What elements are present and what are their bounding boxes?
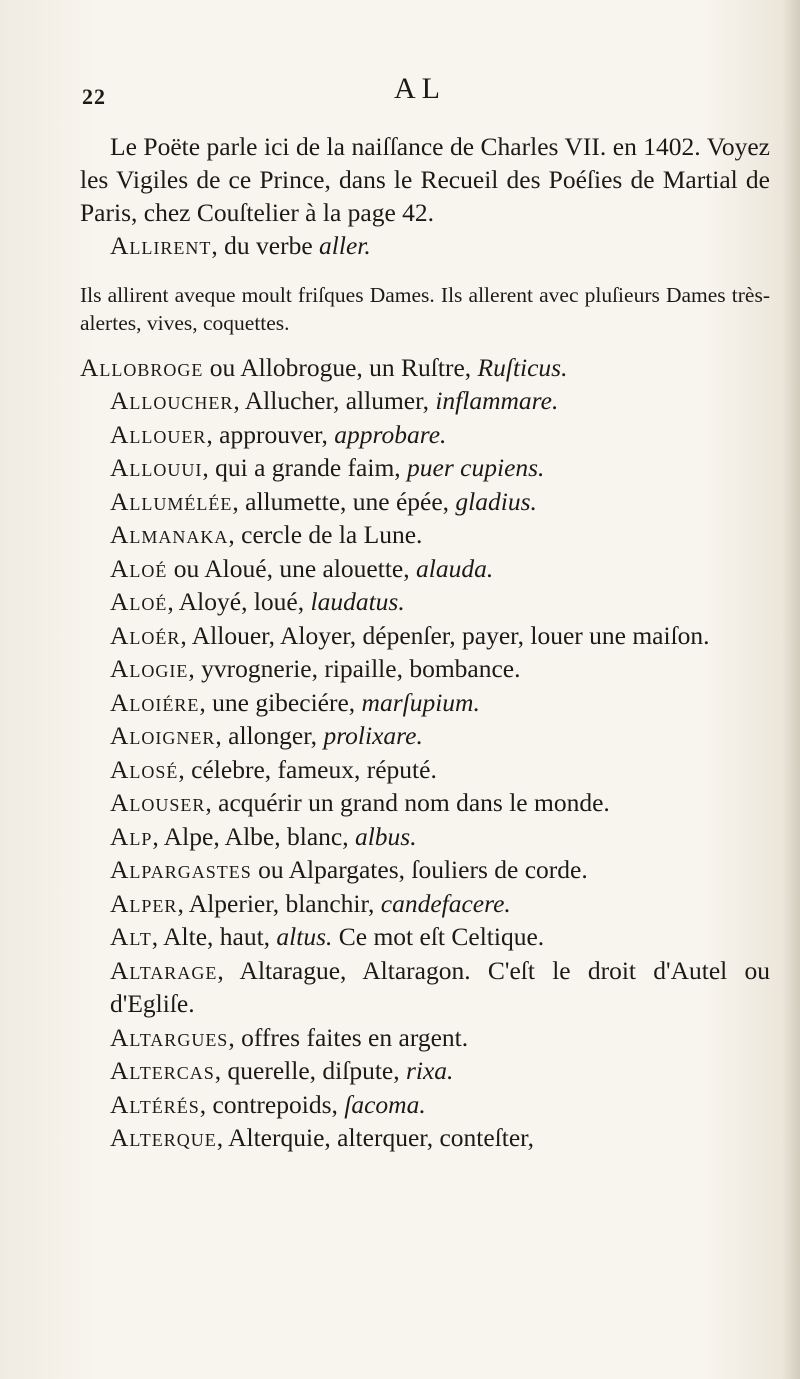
glossary-entry xyxy=(80,451,770,485)
entry-text: , qui a grande faim, xyxy=(202,453,408,482)
entry-head: Almanaka xyxy=(110,520,229,549)
entry-head: Alp xyxy=(110,821,153,851)
glossary-entry xyxy=(80,887,770,921)
entry-latin: albus. xyxy=(354,821,417,851)
entry-note: Ce mot eſt Celtique. xyxy=(332,922,545,951)
entry-head: Altarage xyxy=(110,955,218,985)
entry-head: Allouui xyxy=(110,453,203,482)
entry-latin: inflammare. xyxy=(435,386,559,415)
entry-head: Alpargastes xyxy=(110,855,252,884)
running-head: AL xyxy=(394,72,446,105)
page-edge-shadow xyxy=(782,0,800,1379)
entry-text: , cercle de la Lune. xyxy=(228,520,423,549)
entry-text: , contrepoids, xyxy=(199,1089,345,1119)
entry-text: , une gibeciére, xyxy=(199,687,362,717)
glossary-entry xyxy=(80,786,770,820)
glossary-entry xyxy=(80,418,770,452)
entry-text: , allonger, xyxy=(215,721,324,750)
entry-text: , offres faites en argent. xyxy=(228,1022,469,1052)
entry-latin: approbare. xyxy=(334,419,447,449)
entry-latin: puer cupiens. xyxy=(407,453,545,482)
glossary-entry xyxy=(80,820,770,854)
entry-text: , du verbe xyxy=(211,231,313,260)
glossary-entry xyxy=(80,518,770,552)
glossary-entry xyxy=(80,552,770,586)
page-header xyxy=(0,72,800,112)
entry-text: , Alpe, Albe, blanc, xyxy=(152,821,355,851)
entry-head: Allobroge xyxy=(80,352,204,382)
page-number: 22 xyxy=(82,84,106,109)
glossary-entry xyxy=(80,485,770,519)
entry-head: Aloigner xyxy=(110,721,216,750)
entry-latin: rixa. xyxy=(405,1056,454,1085)
entry-latin: Ruſticus. xyxy=(477,352,568,382)
entry-text: , Alte, haut, xyxy=(151,922,277,951)
glossary-entry xyxy=(80,686,770,720)
entry-head: Alloucher xyxy=(110,386,234,415)
glossary-entry xyxy=(80,351,770,385)
entry-text: , approuver, xyxy=(206,419,335,449)
entry-text: , Alperier, blanchir, xyxy=(177,888,381,918)
entry-head: Aloé xyxy=(110,587,168,616)
glossary-entry xyxy=(80,619,770,653)
entry-allirent xyxy=(80,229,770,263)
entry-latin: candefacere. xyxy=(380,888,511,918)
entry-latin: aller. xyxy=(319,231,371,260)
page-body xyxy=(80,130,770,1155)
glossary-entry xyxy=(80,652,770,686)
entry-head: Altercas xyxy=(110,1056,215,1085)
entry-latin: marſupium. xyxy=(361,687,480,717)
glossary-entries xyxy=(80,351,770,1155)
entry-head: Allumélée xyxy=(110,486,233,516)
entry-text: , yvrognerie, ripaille, bombance. xyxy=(188,654,521,683)
entry-head: Aloé xyxy=(110,553,168,583)
entry-head: Aloér xyxy=(110,620,181,650)
entry-text: , Allouer, Aloyer, dépenſer, payer, louer une maiſon. xyxy=(180,620,710,650)
entry-text: ou Allobrogue, un Ruſtre, xyxy=(203,352,478,382)
intro-paragraph xyxy=(80,130,770,229)
entry-text: ou Aloué, une alouette, xyxy=(167,553,416,583)
glossary-entry xyxy=(80,1088,770,1122)
entry-text: , allumette, une épée, xyxy=(232,486,456,516)
entry-head: Alogie xyxy=(110,654,189,683)
entry-head: Alt xyxy=(110,922,152,951)
entry-text: , Allucher, allumer, xyxy=(233,386,436,415)
entry-latin: ſacoma. xyxy=(344,1089,426,1119)
entry-head: Alper xyxy=(110,888,178,918)
entry-latin: prolixare. xyxy=(323,721,423,750)
entry-text: , querelle, diſpute, xyxy=(214,1056,406,1085)
intro-paragraph-text: Le Poëte parle ici de la naiſſance de Charles VII. en 1402. Voyez les Vigiles de ce Prince, dans le Recueil des Poéſies de Martial de Paris, chez Couſtelier à la page 42. xyxy=(80,132,770,227)
glossary-entry xyxy=(80,920,770,954)
glossary-entry xyxy=(80,384,770,418)
entry-latin: gladius. xyxy=(455,486,537,516)
glossary-entry xyxy=(80,1021,770,1055)
glossary-entry xyxy=(80,1121,770,1155)
entry-text: , acquérir un grand nom dans le monde. xyxy=(205,788,610,817)
glossary-entry xyxy=(80,853,770,887)
entry-text: , Altarague, Altaragon. C'eſt le droit d'Autel ou d'Egliſe. xyxy=(110,955,770,1018)
entry-head: Aloiére xyxy=(110,687,200,717)
entry-head: Alouser xyxy=(110,788,206,817)
glossary-entry xyxy=(80,719,770,753)
glossary-entry xyxy=(80,954,770,1021)
glossary-entry xyxy=(80,1054,770,1088)
entry-head: Allirent xyxy=(110,231,212,260)
quotation: Ils allirent aveque moult friſques Dames. Ils allerent avec pluſieurs Dames très-alertes, vives, coquettes. xyxy=(80,282,770,335)
entry-latin: laudatus. xyxy=(310,587,405,616)
entry-head: Alosé xyxy=(110,754,179,784)
entry-text: , Aloyé, loué, xyxy=(167,587,311,616)
entry-text: ou Alpargates, ſouliers de corde. xyxy=(251,855,588,884)
entry-head: Altargues xyxy=(110,1022,229,1052)
entry-latin: alauda. xyxy=(415,553,494,583)
entry-head: Altérés xyxy=(110,1089,200,1119)
entry-text: , célebre, fameux, réputé. xyxy=(178,754,437,784)
entry-head: Allouer xyxy=(110,419,207,449)
entry-head: Alterque xyxy=(110,1123,217,1152)
entry-text: , Alterquie, alterquer, conteſter, xyxy=(216,1123,535,1152)
glossary-entry xyxy=(80,753,770,787)
glossary-entry xyxy=(80,585,770,619)
entry-latin: altus. xyxy=(276,922,333,951)
